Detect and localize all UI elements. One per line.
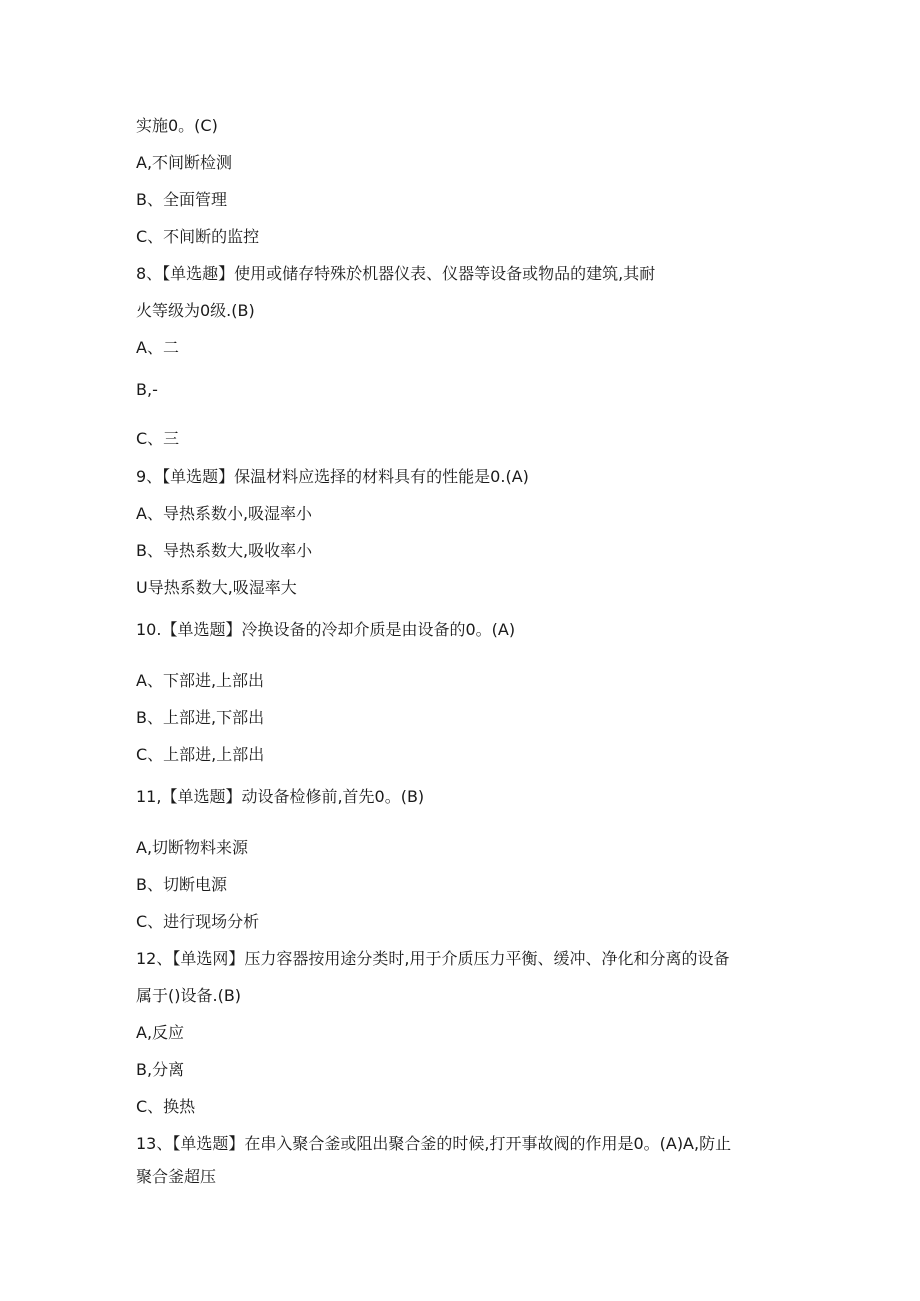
q9-option-c: U导热系数大,吸湿率大 — [136, 578, 297, 597]
question-12-text-cont: 属于()设备.(B) — [136, 986, 242, 1005]
q9-option-b: B、导热系数大,吸收率小 — [136, 541, 313, 560]
q7-option-a: A,不间断检测 — [136, 153, 233, 172]
q7-option-c: C、不间断的监控 — [136, 227, 260, 246]
q12-option-b: B,分离 — [136, 1060, 185, 1079]
question-11-text: 11,【单选题】动设备检修前,首先0。(B) — [136, 787, 425, 806]
q8-option-c: C、三 — [136, 429, 180, 448]
question-8-text-cont: 火等级为0级.(B) — [136, 301, 255, 320]
q11-option-c: C、进行现场分析 — [136, 912, 260, 931]
q9-option-a: A、导热系数小,吸湿率小 — [136, 504, 313, 523]
question-12-text: 12、【单选网】压力容器按用途分类时,用于介质压力平衡、缓冲、净化和分离的设备 — [136, 949, 730, 968]
question-7-tail: 实施0。(C) — [136, 116, 218, 135]
question-10-text: 10.【单选题】冷换设备的冷却介质是由设备的0。(A) — [136, 620, 516, 639]
q11-option-b: B、切断电源 — [136, 875, 227, 894]
q10-option-a: A、下部进,上部出 — [136, 671, 265, 690]
question-8-text: 8、【单选趣】使用或储存特殊於机器仪表、仪器等设备或物品的建筑,其耐 — [136, 264, 656, 283]
question-13-text: 13、【单选题】在串入聚合釜或阻出聚合釜的时候,打开事故阀的作用是0。(A)A,防止 — [136, 1134, 732, 1153]
question-9-text: 9、【单选题】保温材料应选择的材料具有的性能是0.(A) — [136, 467, 529, 486]
q12-option-c: C、换热 — [136, 1097, 196, 1116]
q7-option-b: B、全面管理 — [136, 190, 227, 209]
q8-option-a: A、二 — [136, 338, 179, 357]
q10-option-c: C、上部进,上部出 — [136, 745, 265, 764]
q8-option-b: B,- — [136, 380, 158, 399]
q10-option-b: B、上部进,下部出 — [136, 708, 265, 727]
question-13-text-cont: 聚合釜超压 — [136, 1167, 217, 1186]
q11-option-a: A,切断物料来源 — [136, 838, 249, 857]
q12-option-a: A,反应 — [136, 1023, 185, 1042]
